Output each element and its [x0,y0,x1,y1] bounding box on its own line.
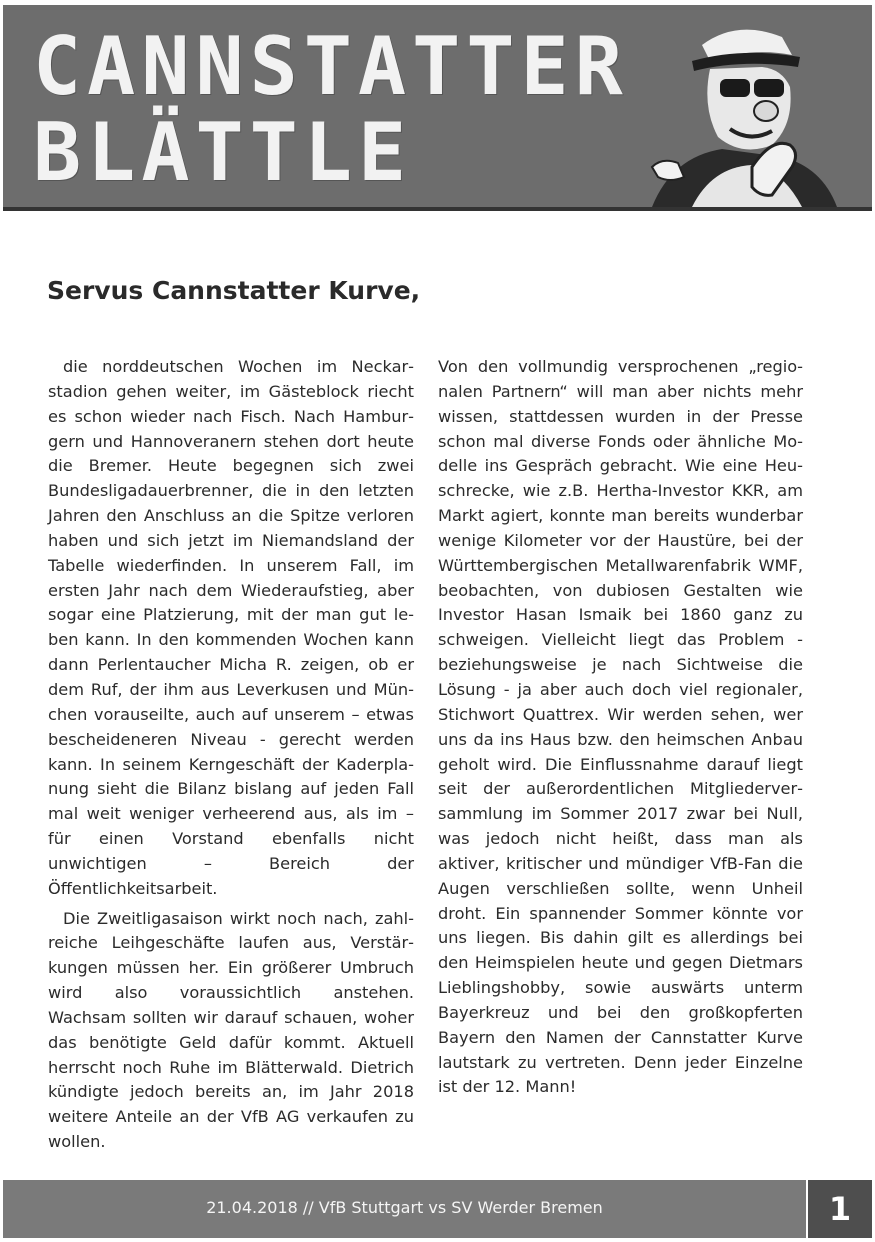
article-column-right [438,355,803,1100]
masthead-line2: BLÄTTLE [33,106,413,199]
masthead-title [33,20,629,199]
article-title: Servus Cannstatter Kurve, [47,276,421,305]
page-number: 1 [808,1180,872,1238]
paragraph: Von den vollmundig versprochenen „regionalen Partnern“ will man aber nichts mehr wissen, stattdessen wurden in der Presse schon mal diverse Fonds oder ähnliche Modelle ins Gespräch gebracht. Wie eine Heuschrecke, wie z.B. Hertha-Investor KKR, am Markt agiert, konnte man bereits wunderbar wenige Kilometer vor der Haustüre, bei der Württembergischen Metallwarenfabrik WMF, beobachten, von dubiosen Gestalten wie Investor Hasan Ismaik bei 1860 ganz zu schweigen. Vielleicht liegt das Problem - beziehungsweise je nach Sichtweise die Lösung - ja aber auch doch viel regionaler, Stichwort Quattrex. Wir werden sehen, wer uns da ins Haus bzw. den heimschen Anbau geholt wird. Die Einflussnahme darauf liegt seit der außerordentlichen Mitgliederversammlung im Sommer 2017 zwar bei Null, was jedoch nicht heißt, dass man als aktiver, kritischer und mündiger VfB-Fan die Augen verschließen sollte, wenn Unheil droht. Ein spannender Sommer könnte vor uns liegen. Bis dahin gilt es allerdings bei den Heimspielen heute und gegen Dietmars Lieblingshobby, sowie auswärts unterm Bayerkreuz und bei den großkopferten Bayern den Namen der Cannstatter Kurve lautstark zu vertreten. Denn jeder Einzelne ist der 12. Mann! [438,357,803,1097]
match-info: 21.04.2018 // VfB Stuttgart vs SV Werder Bremen [206,1198,603,1217]
article-column-left [48,355,414,1155]
paragraph: die norddeutschen Wochen im Neckarstadion gehen weiter, im Gästeblock riecht es schon wieder nach Fisch. Nach Hamburgern und Hannoveranern stehen dort heute die Bremer. Heute begegnen sich zwei Bundesligadauerbrenner, die in den letzten Jahren den Anschluss an die Spitze verloren haben und sich jetzt im Niemandsland der Tabelle wiederfinden. In unserem Fall, im ersten Jahr nach dem Wiederaufstieg, aber sogar eine Platzierung, mit der man gut leben kann. In den kommenden Wochen kann dann Perlentaucher Micha R. zeigen, ob er dem Ruf, der ihm aus Leverkusen und München vorauseilte, auch auf unserem – etwas bescheideneren Niveau - gerecht werden kann. In seinem Kerngeschäft der Kaderplanung sieht die Bilanz bislang auf jeden Fall mal weit weniger verheerend aus, als im – für einen Vorstand ebenfalls nicht unwichtigen – Bereich der Öffentlichkeitsarbeit. [48,357,414,898]
mascot-caricature-icon [632,17,842,207]
masthead-line1: CANNSTATTER [33,20,629,113]
footer-bar [3,1180,806,1238]
paragraph: Die Zweitligasaison wirkt noch nach, zahlreiche Leihgeschäfte laufen aus, Verstärkungen müssen her. Ein größerer Umbruch wird also voraussichtlich anstehen. Wachsam sollten wir darauf schauen, woher das benötigte Geld dafür kommt. Aktuell herrscht noch Ruhe im Blätterwald. Dietrich kündigte jedoch bereits an, im Jahr 2018 weitere Anteile an der VfB AG verkaufen zu wollen. [48,908,414,1152]
masthead-banner [3,5,872,207]
